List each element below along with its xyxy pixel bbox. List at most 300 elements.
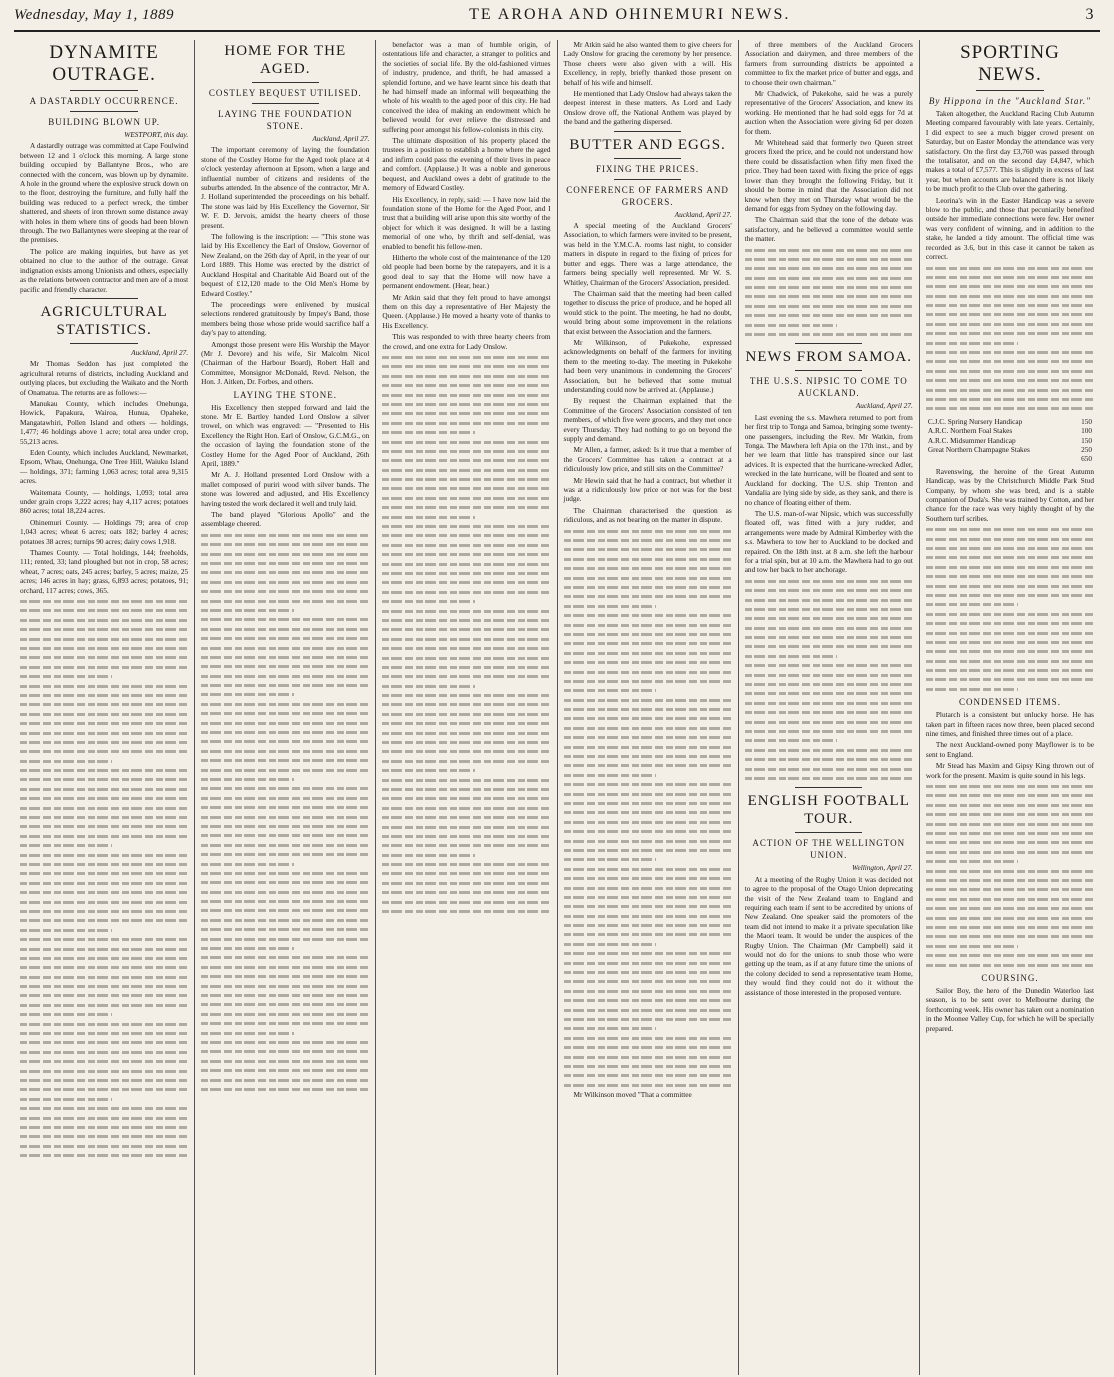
print-line xyxy=(564,959,732,968)
print-line xyxy=(20,625,188,634)
print-line xyxy=(201,944,293,953)
stakes-race: A.R.C. Northern Foal Stakes xyxy=(927,426,1013,436)
print-line xyxy=(20,963,188,972)
divider xyxy=(252,103,319,104)
print-line xyxy=(382,851,474,860)
continued-text xyxy=(201,531,369,1094)
print-line xyxy=(564,752,732,761)
article-paragraph: The Chairman said that the meeting had been called together to discuss the price of produce, and he hoped all would stick to the point. The meeting, he had no doubt, would bring about some improvement in the relations that exist between the Association and the farmers. xyxy=(563,288,732,336)
print-line xyxy=(745,671,913,680)
stakes-table xyxy=(926,417,1094,464)
print-line xyxy=(20,822,188,831)
print-line xyxy=(926,942,1018,951)
print-line xyxy=(20,719,188,728)
article-paragraph: The Chairman characterised the question as ridiculous, and as not bearing on the matter in dispute. xyxy=(563,505,732,525)
print-line xyxy=(926,610,1094,619)
print-line xyxy=(382,466,550,475)
print-line xyxy=(926,525,1094,534)
article-paragraph: His Excellency then stepped forward and laid the stone. Mr E. Bartley handed Lord Onslow a silver trowel, on which was engraved: — "Presented to His Excellency the Right Hon. Earl of Onslow, G.C.M.G., on the occasion of laying the foundation stone of the Costley Home for the Aged Poor of Auckland, 26th April, 1889." xyxy=(201,402,370,468)
print-line xyxy=(20,663,188,672)
print-line xyxy=(926,320,1094,329)
print-line xyxy=(926,535,1094,544)
print-line xyxy=(926,848,1094,857)
print-line xyxy=(926,544,1094,553)
divider xyxy=(614,131,681,132)
print-line xyxy=(564,545,732,554)
stakes-race: Great Northern Champagne Stakes xyxy=(927,444,1030,454)
subhead: BUILDING BLOWN UP. xyxy=(48,117,160,127)
print-line xyxy=(382,757,550,766)
print-line xyxy=(201,756,369,765)
divider xyxy=(614,179,681,180)
print-line xyxy=(564,564,732,573)
print-line xyxy=(564,714,732,723)
stakes-row xyxy=(926,426,1094,435)
subhead: CONFERENCE OF FARMERS AND GROCERS. xyxy=(566,184,729,207)
print-line xyxy=(382,898,550,907)
print-line xyxy=(926,876,1094,885)
print-line xyxy=(745,586,913,595)
print-line xyxy=(745,577,913,586)
print-line xyxy=(926,273,1094,282)
print-line xyxy=(745,321,837,330)
print-line xyxy=(20,1038,188,1047)
print-line xyxy=(564,1006,732,1015)
print-line xyxy=(201,540,369,549)
print-line xyxy=(745,774,913,783)
print-line xyxy=(201,803,369,812)
divider xyxy=(252,82,319,83)
article-paragraph: Ohinemuri County. — Holdings 79; area of crop 1,043 acres; wheat 6 acres; oats 182; barley 4 acres; potatoes 38 acres; turnips 90 acres; dairy cows 1,918. xyxy=(20,517,189,546)
print-line xyxy=(20,1085,188,1094)
stakes-sovs: 150 xyxy=(1081,435,1093,445)
print-line xyxy=(564,912,732,921)
print-line xyxy=(382,438,550,447)
article-paragraph: Mr Hewin said that he had a contract, but whether it was at a ridiculously low price or not was for the best judge. xyxy=(563,475,732,504)
print-line xyxy=(382,729,550,738)
print-line xyxy=(926,951,1094,960)
subhead: THE U.S.S. NIPSIC TO COME TO AUCKLAND. xyxy=(749,376,908,399)
print-line xyxy=(745,765,913,774)
article-paragraph: The next Auckland-owned pony Mayflower is to be sent to England. xyxy=(925,740,1095,759)
print-line xyxy=(926,857,1018,866)
page-number: 3 xyxy=(1085,6,1094,23)
print-line xyxy=(20,606,188,615)
print-line xyxy=(564,893,732,902)
print-line xyxy=(201,897,369,906)
print-line xyxy=(201,1029,293,1038)
print-line xyxy=(20,1132,188,1141)
article-paragraph: Mr Atkin said that they felt proud to have amongst them on this day a representative of Her Majesty the Queen. (Applause.) He moved a hearty vote of thanks to His Excellency. xyxy=(382,292,551,330)
article-paragraph: A special meeting of the Auckland Grocers' Association, to which farmers were invited to be present, was held in the Y.M.C.A. rooms last night, to consider matters in dispute in regard to the fixing of prices for butter and eggs. There was a large attendance, the farmers being specially well represented. Mr W. S. Whitley, Chairman of the Grocers' Association, presided. xyxy=(563,221,732,287)
print-line xyxy=(564,1081,732,1090)
print-line xyxy=(926,553,1094,562)
print-line xyxy=(20,729,188,738)
issue-date: Wednesday, May 1, 1889 xyxy=(14,6,175,23)
print-line xyxy=(20,738,188,747)
dateline: Auckland, April 27. xyxy=(855,401,913,411)
dateline: Auckland, April 27. xyxy=(674,209,732,219)
column-1 xyxy=(14,40,195,1375)
article-paragraph: Ravenswing, the heroine of the Great Autumn Handicap, was by the Christchurch Middle Park Stud Company, by whom she was bred, and is a stable companion of Duda's. She was trained by Cotton, and her chance for the race was very highly thought of by the Southern turf scribes. xyxy=(925,466,1095,523)
print-line xyxy=(926,657,1094,666)
print-line xyxy=(926,386,1094,395)
print-line xyxy=(382,513,474,522)
divider xyxy=(70,111,137,112)
print-line xyxy=(382,672,550,681)
print-line xyxy=(20,1001,188,1010)
print-line xyxy=(20,991,188,1000)
print-line xyxy=(926,329,1094,338)
print-line xyxy=(564,583,732,592)
print-line xyxy=(382,738,550,747)
print-line xyxy=(201,559,369,568)
subhead: COURSING. xyxy=(981,972,1039,983)
print-line xyxy=(926,801,1094,810)
print-line xyxy=(382,560,550,569)
divider xyxy=(795,832,862,833)
print-line xyxy=(20,682,188,691)
print-line xyxy=(382,832,550,841)
article-paragraph: A dastardly outrage was committed at Cape Foulwind between 12 and 1 o'clock this morning. A large stone building occupied by Ballantyne Bros., who are connected with the concern, was blown up by dynamite. A hole in the ground where the explosive struck down on to the floor, destroying the furniture, and fully half the building was reduced to a perfect wreck, the timber shattered, and sheets of iron thrown some distance away with holes in them where tins of goods had been blown through. The two Ballantynes were sleeping at the rear of the premises. xyxy=(20,141,189,245)
continued-text xyxy=(564,527,732,1090)
print-line xyxy=(564,940,656,949)
print-line xyxy=(926,961,1094,970)
print-line xyxy=(201,597,369,606)
print-line xyxy=(564,555,732,564)
print-line xyxy=(201,813,369,822)
print-line xyxy=(382,879,550,888)
print-line xyxy=(564,592,732,601)
print-line xyxy=(926,914,1094,923)
article-paragraph: Mr Chadwick, of Pukekohe, said he was a purely representative of the Grocers' Association, and knew its working. He mentioned that he had sold eggs for 7d at auction when the Association were giving 6d per dozen for them. xyxy=(744,89,913,136)
stakes-race: C.J.C. Spring Nursery Handicap xyxy=(927,416,1023,426)
print-line xyxy=(564,818,732,827)
column-3 xyxy=(376,40,557,1375)
print-line xyxy=(20,691,188,700)
print-line xyxy=(382,522,550,531)
print-line xyxy=(926,923,1094,932)
print-line xyxy=(201,550,369,559)
print-line xyxy=(201,916,369,925)
print-line xyxy=(564,902,732,911)
print-line xyxy=(745,652,837,661)
print-line xyxy=(201,1085,369,1094)
print-line xyxy=(926,932,1094,941)
print-line xyxy=(382,550,550,559)
print-line xyxy=(564,527,732,536)
print-line xyxy=(564,1053,732,1062)
print-line xyxy=(201,878,369,887)
print-line xyxy=(564,1062,732,1071)
print-line xyxy=(201,681,369,690)
continued-text xyxy=(382,353,550,916)
print-line xyxy=(20,1095,112,1104)
article-paragraph: Mr Wilkinson, of Pukekohe, expressed acknowledgments on behalf of the farmers for inviting them to the meeting to-day. The meeting in Pukekohe had been very unanimous in condemning the Grocers' Association, but he believed that some mutual understanding could now be arrived at. (Applause.) xyxy=(563,337,732,394)
print-line xyxy=(382,494,550,503)
print-line xyxy=(201,982,369,991)
print-line xyxy=(201,644,369,653)
print-line xyxy=(20,954,188,963)
print-line xyxy=(201,1076,369,1085)
print-line xyxy=(201,850,369,859)
print-line xyxy=(20,1123,188,1132)
print-line xyxy=(926,301,1094,310)
article-paragraph: Plutarch is a consistent but unlucky horse. He has taken part in fifteen races now three, been placed second nine times, and finished three times out of a place. xyxy=(925,710,1095,739)
headline-dynamite: DYNAMITE OUTRAGE. xyxy=(49,42,159,85)
print-line xyxy=(564,658,732,667)
print-line xyxy=(20,982,188,991)
print-line xyxy=(926,282,1094,291)
print-line xyxy=(564,799,732,808)
continued-text xyxy=(20,597,188,1160)
subhead: A DASTARDLY OCCURRENCE. xyxy=(29,96,179,106)
print-line xyxy=(926,404,1094,413)
print-line xyxy=(20,832,188,841)
print-line xyxy=(382,616,550,625)
print-line xyxy=(926,629,1094,638)
article-paragraph: Leorina's win in the Easter Handicap was a severe blow to the public, and those that pecuniarily benefited outside her immediate connections were few. Her owner was very confident of winning, and in addition to the stake, he landed a tidy amount. The official time was recorded as 3.6, but in this case it cannot be taken as correct. xyxy=(925,195,1095,262)
print-line xyxy=(20,1151,188,1160)
article-paragraph: Eden County, which includes Auckland, Newmarket, Epsom, Whau, Onehunga, One Tree Hill, Waiuku Island — holdings, 371; farming 1,063 acres; total area 9,315 acres. xyxy=(20,447,189,486)
print-line xyxy=(20,794,188,803)
print-line xyxy=(926,339,1018,348)
print-line xyxy=(382,663,550,672)
print-line xyxy=(201,775,293,784)
print-line xyxy=(745,736,837,745)
article-paragraph: Mr Wilkinson moved "That a committee xyxy=(573,1090,692,1100)
article-paragraph: Amongst those present were His Worship the Mayor (Mr J. Devore) and his wife, Sir Malcolm Nicol (Chairman of the Harbour Board), Robert Hall and Committee, Monsignor McDonald, Revd. Nelson, the Hon. J. Aitken, Dr. Forbes, and others. xyxy=(201,339,370,387)
dateline: WESTPORT, this day. xyxy=(124,130,189,139)
print-line xyxy=(201,963,369,972)
print-line xyxy=(20,898,188,907)
print-line xyxy=(382,785,550,794)
print-line xyxy=(382,691,550,700)
print-line xyxy=(564,1043,732,1052)
print-line xyxy=(926,582,1094,591)
print-line xyxy=(382,569,550,578)
print-line xyxy=(382,419,550,428)
stakes-row xyxy=(926,417,1094,426)
dateline: Auckland, April 27. xyxy=(312,134,370,143)
stakes-row xyxy=(926,445,1094,454)
print-line xyxy=(382,823,550,832)
print-line xyxy=(564,1071,732,1080)
print-line xyxy=(745,718,913,727)
print-line xyxy=(20,945,188,954)
print-line xyxy=(20,653,188,662)
article-paragraph: This was responded to with three hearty cheers from the crowd, and one extra for Lady Onslow. xyxy=(382,332,551,351)
print-line xyxy=(20,1076,188,1085)
print-line xyxy=(20,916,188,925)
divider xyxy=(976,90,1043,91)
print-line xyxy=(564,761,732,770)
continued-text xyxy=(745,577,913,784)
print-line xyxy=(564,743,732,752)
print-line xyxy=(745,274,913,283)
print-line xyxy=(20,785,188,794)
article-paragraph: Hitherto the whole cost of the maintenance of the 120 old people had been borne by the ratepayers, and it is a good deal to say that the Home will now have a permanent endowment. (Hear, hear.) xyxy=(382,252,551,291)
print-line xyxy=(926,638,1094,647)
print-line xyxy=(926,600,1018,609)
print-line xyxy=(382,804,550,813)
continued-text xyxy=(926,525,1094,694)
print-line xyxy=(382,372,550,381)
print-line xyxy=(745,633,913,642)
print-line xyxy=(20,926,112,935)
byline: By Hippona in the "Auckland Star." xyxy=(928,96,1091,106)
print-line xyxy=(926,666,1094,675)
article-paragraph: The ultimate disposition of his property placed the trustees in a position to establish a home where the aged and infirm could pass the evening of their lives in peace and comfort. (Applause.) It was a noble and generous bequest, and Auckland owes a debt of gratitude to the memory of Edward Costley. xyxy=(382,136,551,193)
print-line xyxy=(201,634,369,643)
article-paragraph: He mentioned that Lady Onslow had always taken the deepest interest in these matters. As Lord and Lady Onslow drove off, the National Anthem was played by the band and the gathering dispersed. xyxy=(563,89,732,127)
print-line xyxy=(382,362,550,371)
print-line xyxy=(564,977,732,986)
print-line xyxy=(201,606,293,615)
print-line xyxy=(564,921,732,930)
print-line xyxy=(201,1066,369,1075)
divider xyxy=(795,343,862,344)
article-paragraph: Mr Stead has Maxim and Gipsy King thrown out of work for the present. Maxim is quite sound in his legs. xyxy=(925,761,1095,780)
print-line xyxy=(745,292,913,301)
print-line xyxy=(382,888,550,897)
print-line xyxy=(201,737,369,746)
print-line xyxy=(201,709,369,718)
print-line xyxy=(745,283,913,292)
print-line xyxy=(20,1067,188,1076)
stakes-sovs: 250 xyxy=(1081,444,1093,454)
print-line xyxy=(20,616,188,625)
subhead: LAYING THE STONE. xyxy=(233,389,338,400)
print-line xyxy=(382,776,550,785)
print-line xyxy=(20,1010,112,1019)
print-line xyxy=(201,831,369,840)
print-line xyxy=(382,475,550,484)
print-line xyxy=(745,246,913,255)
column-5 xyxy=(739,40,920,1375)
print-line xyxy=(564,949,732,958)
print-line xyxy=(382,531,550,540)
column-6 xyxy=(920,40,1100,1375)
print-line xyxy=(926,782,1094,791)
print-line xyxy=(926,310,1094,319)
article-paragraph: At a meeting of the Rugby Union it was decided not to agree to the proposal of the Otago Union deprecating the visit of the New Zealand team to England and requiring each team if sent to be accredited by unions of New Zealand. One speaker said the promoters of the team did not intend to make it a private speculation like the Maori team. It would be under the auspices of the Rugby Union. The Chairman (Mr Campbell) said it would not do for the unions to snub those who were getting up the team, as if at any future time the unions of the colony decided to send a representative team Home, they would find they could not do it without the assistance of those interested in the proposed venture. xyxy=(744,874,913,997)
print-line xyxy=(382,541,550,550)
print-line xyxy=(20,1020,188,1029)
print-line xyxy=(564,846,732,855)
stakes-race: A.R.C. Midsummer Handicap xyxy=(927,435,1016,445)
print-line xyxy=(382,644,550,653)
print-line xyxy=(20,757,112,766)
print-line xyxy=(20,1142,188,1151)
print-line xyxy=(382,719,550,728)
print-line xyxy=(201,587,369,596)
print-line xyxy=(564,677,732,686)
print-line xyxy=(382,747,550,756)
print-line xyxy=(20,804,188,813)
print-line xyxy=(20,869,188,878)
print-line xyxy=(745,330,913,339)
article-paragraph: His Excellency, in reply, said: — I have now laid the foundation stone of the Home for the Aged Poor, and I trust that a building will arise upon this site worthy of the object for which it was designed. It will be a lasting memorial of one who, by thrift and self-denial, was enabled to benefit his fellow-men. xyxy=(382,194,551,251)
print-line xyxy=(745,302,913,311)
print-line xyxy=(926,675,1094,684)
print-line xyxy=(382,588,550,597)
divider xyxy=(70,90,137,91)
print-line xyxy=(564,696,732,705)
headline-home-aged: HOME FOR THE AGED. xyxy=(224,43,347,77)
print-line xyxy=(201,700,369,709)
print-line xyxy=(201,888,369,897)
subhead: FIXING THE PRICES. xyxy=(596,163,700,174)
print-line xyxy=(745,311,913,320)
print-line xyxy=(201,615,369,624)
print-line xyxy=(20,747,188,756)
print-line xyxy=(926,885,1094,894)
print-line xyxy=(201,662,369,671)
headline-samoa: NEWS FROM SAMOA. xyxy=(745,349,912,366)
divider xyxy=(70,343,137,344)
print-line xyxy=(926,376,1094,385)
headline-butter-eggs: BUTTER AND EGGS. xyxy=(569,136,726,153)
print-line xyxy=(564,968,732,977)
print-line xyxy=(382,391,550,400)
print-line xyxy=(745,708,913,717)
print-line xyxy=(745,596,913,605)
print-line xyxy=(382,607,550,616)
print-line xyxy=(382,503,550,512)
print-line xyxy=(564,837,732,846)
print-line xyxy=(382,766,474,775)
print-line xyxy=(926,895,1094,904)
print-line xyxy=(564,1034,732,1043)
subhead: ACTION OF THE WELLINGTON UNION. xyxy=(752,838,906,861)
print-line xyxy=(564,987,732,996)
print-line xyxy=(201,568,369,577)
print-line xyxy=(564,574,732,583)
article-paragraph: Mr Whitehead said that formerly two Queen street grocers fixed the price, and he could not understand how there could be dissatisfaction when fifty men fixed the price. They had been taxed with fixing the price of eggs lower than they brought the following Friday, but it should be borne in mind that the Association did not know when they met on Thursday what would be the demand for eggs from Sydney on the following day. xyxy=(744,138,913,213)
print-line xyxy=(201,860,293,869)
print-line xyxy=(201,1047,369,1056)
continued-text xyxy=(926,264,1094,414)
print-line xyxy=(745,699,913,708)
stakes-sovs: 100 xyxy=(1081,426,1093,436)
print-line xyxy=(382,353,550,362)
print-line xyxy=(926,647,1094,656)
print-line xyxy=(382,710,550,719)
print-line xyxy=(20,813,188,822)
print-line xyxy=(564,536,732,545)
continued-text xyxy=(926,782,1094,970)
print-line xyxy=(564,1015,732,1024)
print-line xyxy=(564,996,732,1005)
print-line xyxy=(926,867,1094,876)
print-line xyxy=(564,649,732,658)
print-line xyxy=(382,654,550,663)
article-paragraph: Manukau County, which includes Onehunga, Howick, Papakura, Wairoa, Hunua, Opaheke, Mangatawhiri, Pollen Island and others — holdings, 1,477; 46 holdings above 1 acre; total area under crop, 55,213 acres. xyxy=(20,398,189,446)
subhead: LAYING THE FOUNDATION STONE. xyxy=(218,109,353,131)
print-line xyxy=(382,700,550,709)
article-paragraph: The proceedings were enlivened by musical selections rendered gratuitously by Impey's Band, those members being those whose pride would sacrifice half a day's pay to attending. xyxy=(201,299,370,338)
print-line xyxy=(201,869,369,878)
print-line xyxy=(564,621,732,630)
print-line xyxy=(382,869,550,878)
article-paragraph: The band played "Glorious Apollo" and the assemblage cheered. xyxy=(201,510,370,529)
print-line xyxy=(564,639,732,648)
print-line xyxy=(201,794,369,803)
print-line xyxy=(382,447,550,456)
print-line xyxy=(926,292,1094,301)
article-paragraph: benefactor was a man of humble origin, of ostentatious life and character, a stranger to politics and the societies of social life. By the old-fashioned virtues of industry, prudence, and thrift, he had amassed a splendid fortune, and we have learnt since his death that he had himself made an informal will bequeathing the whole of his wealth to the aged poor of this city. He had conceived the idea of making an endowment which he believed would for ever relieve the distressed and suffering poor amongst his fellow-colonists in this city. xyxy=(382,40,551,134)
